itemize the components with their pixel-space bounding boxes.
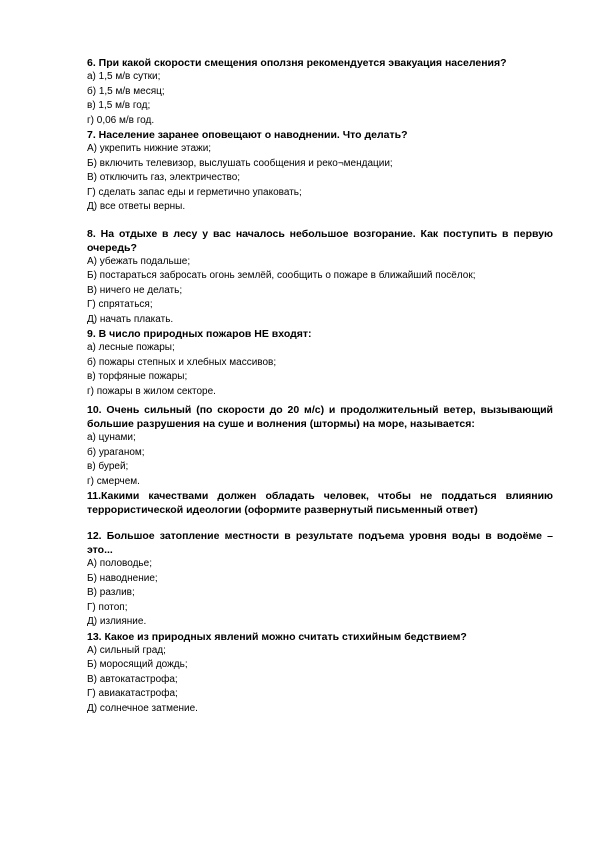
answer-8e: Д) начать плакать. bbox=[87, 313, 174, 325]
question-6: 6. При какой скорости смещения оползня рекомендуется эвакуация населения? bbox=[87, 57, 507, 69]
answer-9a: а) лесные пожары; bbox=[87, 342, 175, 353]
answer-10c: в) бурей; bbox=[87, 461, 129, 472]
answer-13a: А) сильный град; bbox=[87, 644, 166, 656]
question-7: 7. Население заранее оповещают о наводнении. Что делать? bbox=[87, 129, 408, 141]
question-8: 8. На отдыхе в лесу у вас началось небольшое возгорание. Как поступить в первую очередь? bbox=[87, 227, 553, 254]
question-10: 10. Очень сильный (по скорости до 20 м/с) и продолжительный ветер, вызывающий большие разрушения на суше и волнения (штормы) на море, называется: bbox=[87, 404, 553, 430]
answer-13e: Д) солнечное затмение. bbox=[87, 702, 198, 714]
answer-9d: г) пожары в жилом секторе. bbox=[87, 385, 216, 397]
question-9: 9. В число природных пожаров НЕ входят: bbox=[87, 328, 312, 340]
answer-7d: Г) сделать запас еды и герметично упаковать; bbox=[87, 186, 302, 198]
answer-12d: Г) потоп; bbox=[87, 601, 128, 613]
answer-7b: Б) включить телевизор, выслушать сообщения и реко¬мендации; bbox=[87, 157, 393, 169]
answer-6a: а) 1,5 м/в сутки; bbox=[87, 71, 161, 82]
question-11: 11.Какими качествами должен обладать человек, чтобы не поддаться влиянию террористической идеологии (оформите развернутый письменный ответ) bbox=[87, 490, 553, 516]
answer-13c: В) автокатастрофа; bbox=[87, 673, 178, 685]
answer-6b: б) 1,5 м/в месяц; bbox=[87, 85, 165, 97]
answer-6d: г) 0,06 м/в год. bbox=[87, 114, 155, 126]
answer-12e: Д) излияние. bbox=[87, 616, 147, 627]
answer-8d: Г) спрятаться; bbox=[87, 299, 153, 310]
answer-10d: г) смерчем. bbox=[87, 475, 140, 487]
answer-9b: б) пожары степных и хлебных массивов; bbox=[87, 356, 277, 368]
answer-12b: Б) наводнение; bbox=[87, 572, 158, 584]
answer-7e: Д) все ответы верны. bbox=[87, 201, 186, 212]
answer-8b: Б) постараться забросать огонь землёй, сообщить о пожаре в ближайший посёлок; bbox=[87, 270, 476, 281]
answer-8c: В) ничего не делать; bbox=[87, 284, 183, 296]
answer-7c: В) отключить газ, электричество; bbox=[87, 172, 241, 183]
answer-10a: а) цунами; bbox=[87, 432, 136, 443]
question-12: 12. Большое затопление местности в результате подъема уровня воды в водоёме – это... bbox=[87, 530, 553, 556]
answer-12c: В) разлив; bbox=[87, 587, 135, 598]
answer-8a: А) убежать подальше; bbox=[87, 255, 191, 267]
answer-10b: б) ураганом; bbox=[87, 446, 145, 458]
test-page bbox=[87, 56, 553, 716]
answer-13d: Г) авиакатастрофа; bbox=[87, 688, 178, 699]
answer-6c: в) 1,5 м/в год; bbox=[87, 100, 151, 111]
question-13: 13. Какое из природных явлений можно считать стихийным бедствием? bbox=[87, 630, 467, 643]
answer-7a: А) укрепить нижние этажи; bbox=[87, 143, 212, 154]
answer-13b: Б) моросящий дождь; bbox=[87, 659, 188, 670]
answer-12a: А) половодье; bbox=[87, 558, 152, 569]
answer-9c: в) торфяные пожары; bbox=[87, 371, 188, 382]
